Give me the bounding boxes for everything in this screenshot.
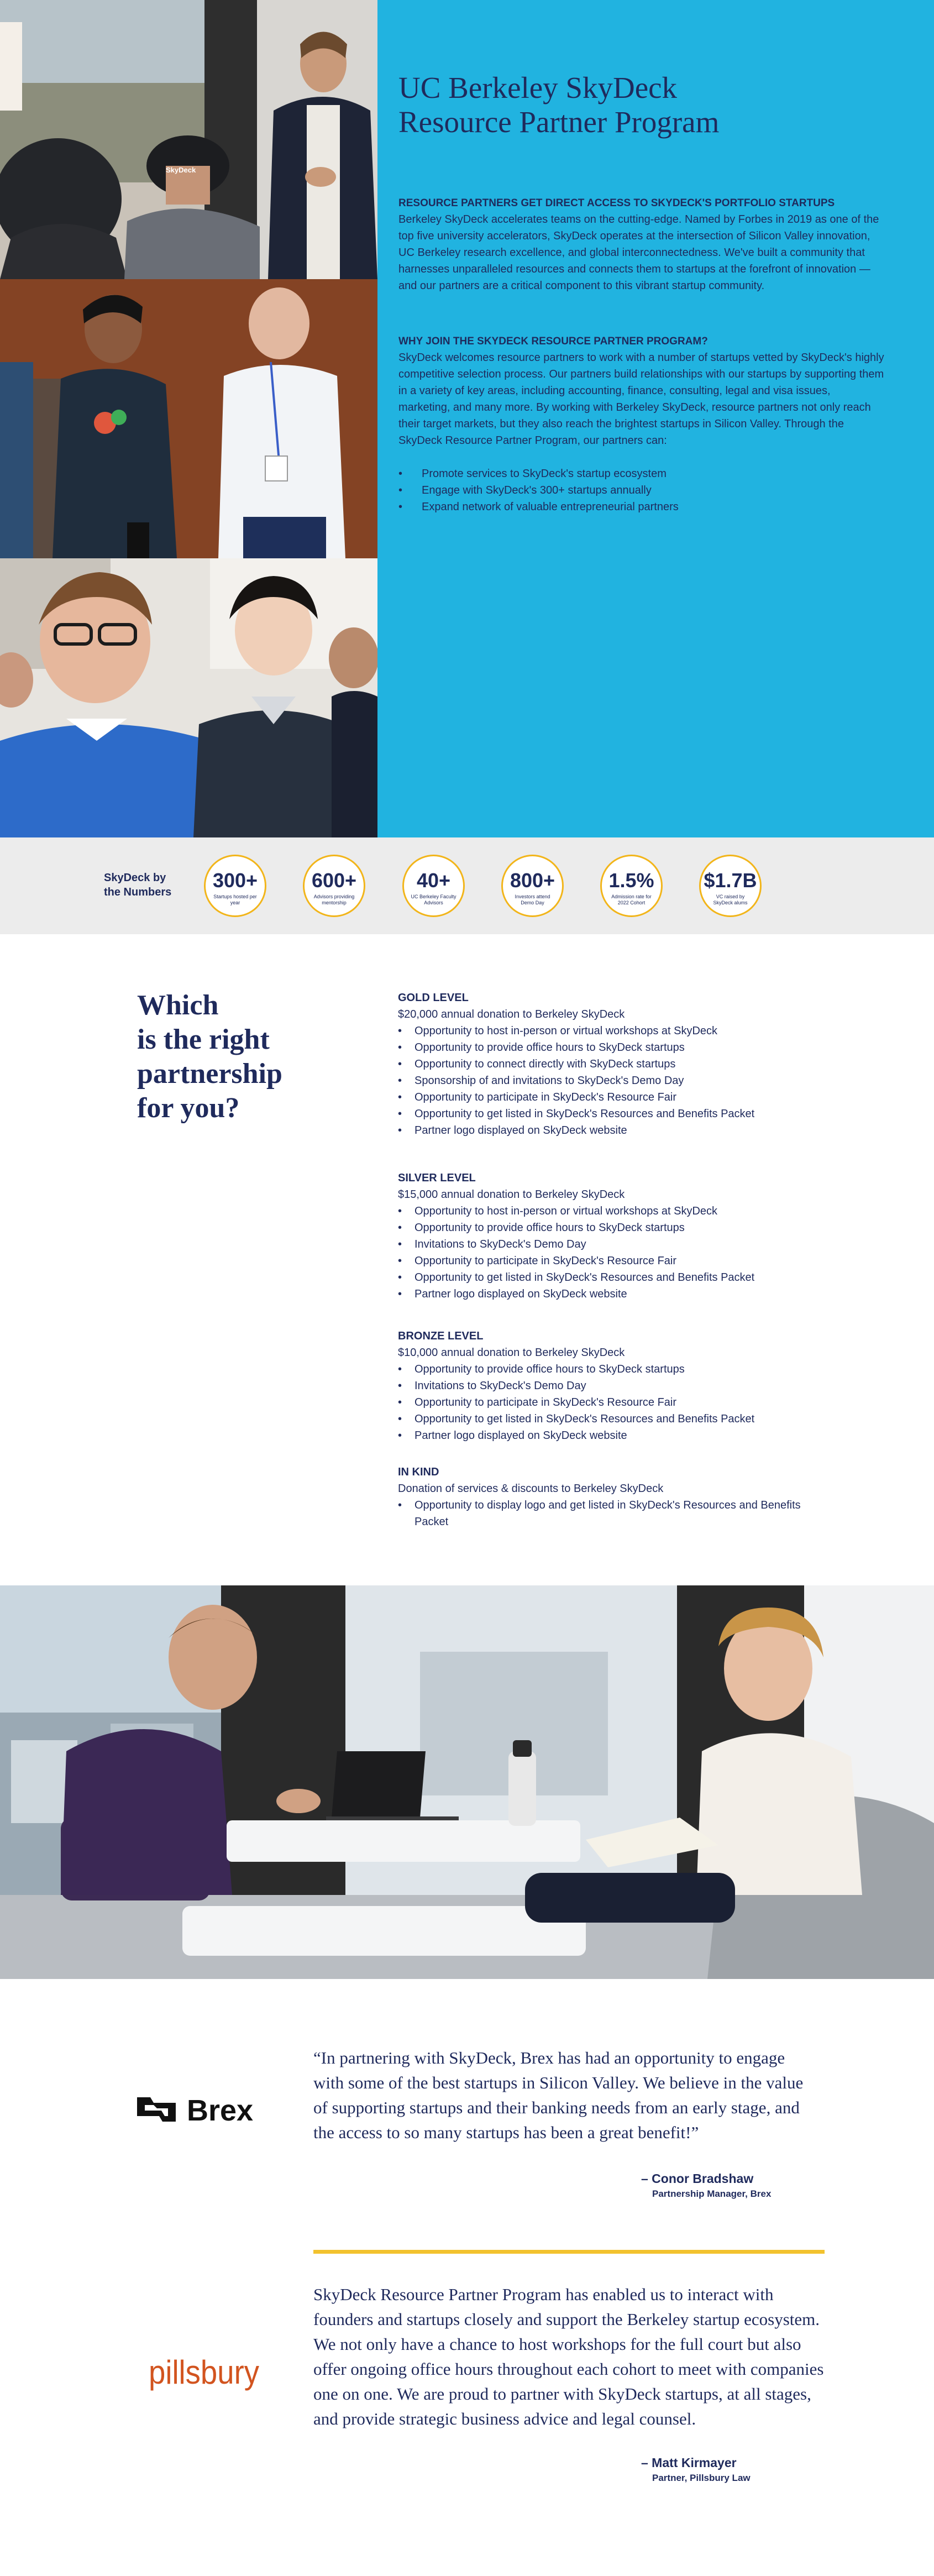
list-item: • Sponsorship of and invitations to SkyDeck's Demo Day <box>398 1072 829 1089</box>
testimonial-quote: SkyDeck Resource Partner Program has enabled us to interact with founders and startups closely and support the Berkeley startup ecosystem. We not only have a chance to host workshops for the full court but also offer ongoing office hours throughout each cohort to meet with companies one on one. We are proud to partner with SkyDeck startups, at all stages, and provide strategic business advice and legal counsel. <box>313 2285 824 2428</box>
list-item: • Opportunity to display logo and get listed in SkyDeck's Resources and Benefits Packet <box>398 1497 829 1530</box>
list-item: • Partner logo displayed on SkyDeck website <box>398 1286 829 1302</box>
level-benefits <box>398 1203 829 1302</box>
brex-mark-icon <box>137 2097 176 2122</box>
testimonial-author <box>641 2170 829 2201</box>
list-item: • Engage with SkyDeck's 300+ startups annually <box>398 482 884 499</box>
stat-value: 1.5% <box>608 869 654 892</box>
stat-description: Advisors providing mentorship <box>313 894 355 905</box>
hero-section-access <box>398 196 884 294</box>
level-in-kind <box>398 1464 829 1530</box>
stat-value: 600+ <box>311 869 357 892</box>
author-role: Partnership Manager, Brex <box>652 2188 772 2199</box>
heading-line: is the right <box>137 1024 270 1055</box>
level-name: GOLD LEVEL <box>398 992 469 1004</box>
level-gold <box>398 989 829 1139</box>
section-body: SkyDeck welcomes resource partners to work with a number of startups vetted by SkyDeck's highly competitive selection process. Our partners build relationships with our startups by supporting them in a variety of key areas, including accounting, finance, consulting, legal and visa issues, marketing, and many more. By working with Berkeley SkyDeck, resource partners not only reach their target markets, but they also reach the brightest startups in Silicon Valley. Through the SkyDeck Resource Partner Program, our partners can: <box>398 352 884 447</box>
list-item: • Opportunity to get listed in SkyDeck's Resources and Benefits Packet <box>398 1106 829 1122</box>
list-item: • Opportunity to participate in SkyDeck's Resource Fair <box>398 1089 829 1106</box>
stat-circle <box>501 855 564 917</box>
author-name: – Conor Bradshaw <box>641 2171 754 2186</box>
numbers-label-line: SkyDeck by <box>104 872 166 884</box>
section-divider <box>313 2250 825 2254</box>
partnership-levels <box>398 989 829 1561</box>
author-role: Partner, Pillsbury Law <box>652 2473 751 2483</box>
hero-section <box>0 0 934 837</box>
stat-description: Startups hosted per year <box>213 894 257 905</box>
level-donation: $20,000 annual donation to Berkeley SkyDeck <box>398 1008 625 1020</box>
section-heading: WHY JOIN THE SKYDECK RESOURCE PARTNER PROGRAM? <box>398 336 708 347</box>
list-item: • Opportunity to provide office hours to SkyDeck startups <box>398 1039 829 1056</box>
stat-value: 300+ <box>212 869 258 892</box>
level-name: SILVER LEVEL <box>398 1172 476 1184</box>
brex-wordmark: Brex <box>187 2094 254 2126</box>
stat-description: VC raised by SkyDeck alums <box>713 894 748 905</box>
list-item: • Opportunity to provide office hours to SkyDeck startups <box>398 1219 829 1236</box>
stat-circle <box>402 855 465 917</box>
pillsbury-wordmark: pillsbury <box>149 2354 259 2391</box>
level-benefits <box>398 1023 829 1139</box>
section-heading: RESOURCE PARTNERS GET DIRECT ACCESS TO SKYDECK'S PORTFOLIO STARTUPS <box>398 197 835 209</box>
stat-description: UC Berkeley Faculty Advisors <box>411 894 456 905</box>
level-donation: Donation of services & discounts to Berkeley SkyDeck <box>398 1483 664 1495</box>
pillsbury-logo <box>146 2344 262 2405</box>
list-item: • Partner logo displayed on SkyDeck website <box>398 1427 829 1444</box>
heading-line: Which <box>137 989 219 1021</box>
level-bronze <box>398 1328 829 1444</box>
level-donation: $15,000 annual donation to Berkeley SkyDeck <box>398 1188 625 1201</box>
photo-two-men-talking <box>0 279 377 558</box>
testimonial-author <box>641 2454 829 2485</box>
heading-line: partnership <box>137 1058 282 1090</box>
page-title: UC Berkeley SkyDeck Resource Partner Program <box>398 71 720 139</box>
photo-smiling-attendees <box>0 558 377 837</box>
numbers-band <box>0 837 934 934</box>
hero-photo-column <box>0 0 377 837</box>
list-item: • Opportunity to participate in SkyDeck's Resource Fair <box>398 1394 829 1411</box>
heading-line: for you? <box>137 1092 240 1124</box>
partnership-heading <box>137 988 319 1125</box>
section-body: Berkeley SkyDeck accelerates teams on the cutting-edge. Named by Forbes in 2019 as one of the top five university accelerators, SkyDeck operates at the intersection of Silicon Valley innovation, UC Berkeley research excellence, and global interconnectedness. We've built a community that harnesses unparalleled resources and connects them to startups at the forefront of innovation — and our partners are a critical component to this vibrant startup community. <box>398 213 879 292</box>
list-item: • Invitations to SkyDeck's Demo Day <box>398 1236 829 1253</box>
stat-value: 40+ <box>416 869 451 892</box>
level-name: IN KIND <box>398 1466 439 1478</box>
list-item: • Opportunity to connect directly with SkyDeck startups <box>398 1056 829 1072</box>
photo-meeting <box>0 1585 934 1979</box>
partner-benefits-list <box>398 465 884 515</box>
list-item: • Partner logo displayed on SkyDeck website <box>398 1122 829 1139</box>
numbers-label-line: the Numbers <box>104 886 172 898</box>
list-item: • Opportunity to host in-person or virtual workshops at SkyDeck <box>398 1203 829 1219</box>
photo-cap-logo: SkyDeck <box>166 166 196 174</box>
stat-description: Investors attend Demo Day <box>515 894 550 905</box>
list-item: • Invitations to SkyDeck's Demo Day <box>398 1378 829 1394</box>
stat-circle <box>204 855 266 917</box>
testimonial-quote: “In partnering with SkyDeck, Brex has had an opportunity to engage with some of the best startups in Silicon Valley. We believe in the value of supporting startups and their banking needs from an early stage, and the access to so many startups has been a great benefit!” <box>313 2048 804 2142</box>
list-item: • Opportunity to provide office hours to SkyDeck startups <box>398 1361 829 1378</box>
author-name: – Matt Kirmayer <box>641 2455 737 2470</box>
list-item: • Opportunity to get listed in SkyDeck's Resources and Benefits Packet <box>398 1269 829 1286</box>
stat-description: Admission rate for 2022 Cohort <box>611 894 652 905</box>
level-donation: $10,000 annual donation to Berkeley SkyDeck <box>398 1347 625 1359</box>
photo-speaker-and-audience <box>0 0 377 279</box>
stat-circle <box>600 855 663 917</box>
stat-value: $1.7B <box>704 869 757 892</box>
list-item: • Opportunity to participate in SkyDeck's Resource Fair <box>398 1253 829 1269</box>
stat-value: 800+ <box>510 869 555 892</box>
list-item: • Opportunity to get listed in SkyDeck's Resources and Benefits Packet <box>398 1411 829 1427</box>
list-item: • Expand network of valuable entrepreneurial partners <box>398 499 884 515</box>
level-name: BRONZE LEVEL <box>398 1330 484 1342</box>
level-silver <box>398 1170 829 1302</box>
hero-text-panel <box>377 0 934 837</box>
stat-circle <box>303 855 365 917</box>
numbers-label <box>104 871 171 899</box>
level-benefits <box>398 1361 829 1444</box>
list-item: • Opportunity to host in-person or virtual workshops at SkyDeck <box>398 1023 829 1039</box>
stat-circle <box>699 855 762 917</box>
hero-section-why-join <box>398 334 884 515</box>
brex-logo <box>136 2093 274 2126</box>
level-benefits <box>398 1497 829 1530</box>
list-item: • Promote services to SkyDeck's startup ecosystem <box>398 465 884 482</box>
